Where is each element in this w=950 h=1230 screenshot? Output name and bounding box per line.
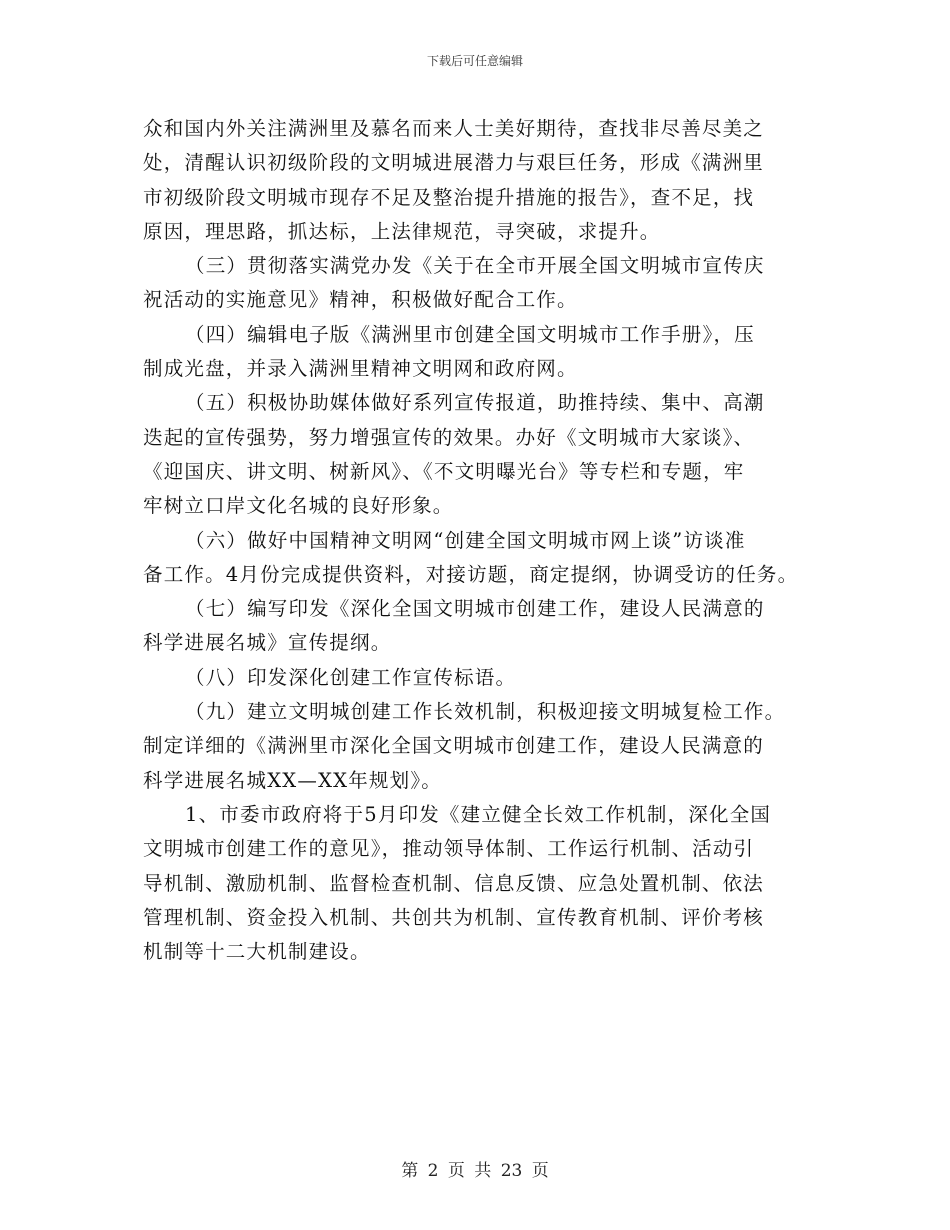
- text-line: 备工作。4月份完成提供资料，对接访题，商定提纲，协调受访的任务。: [143, 562, 799, 586]
- text-line: 机制等十二大机制建设。: [143, 940, 371, 964]
- text-line: 管理机制、资金投入机制、共创共为机制、宣传教育机制、评价考核: [143, 905, 765, 929]
- text-line: 科学进展名城XX—XX年规划》。: [143, 768, 442, 792]
- text-line: 迭起的宣传强势，努力增强宣传的效果。办好《文明城市大家谈》、: [143, 425, 755, 449]
- text-line: 处，清醒认识初级阶段的文明城进展潜力与艰巨任务，形成《满洲里: [143, 151, 765, 175]
- text-line: （八）印发深化创建工作宣传标语。: [185, 665, 517, 689]
- page-footer: 第 2 页 共 23 页: [401, 1161, 549, 1181]
- text-line: （九）建立文明城创建工作长效机制，积极迎接文明城复检工作。: [185, 700, 786, 724]
- text-line: 市初级阶段文明城市现存不足及整治提升措施的报告》，查不足，找: [143, 185, 755, 209]
- text-line: 牢树立口岸文化名城的良好形象。: [143, 494, 454, 518]
- text-line: 制定详细的《满洲里市深化全国文明城市创建工作，建设人民满意的: [143, 734, 765, 758]
- document-body: [143, 112, 815, 969]
- text-line: （六）做好中国精神文明网“创建全国文明城市网上谈”访谈准: [185, 528, 746, 552]
- text-line: 文明城市创建工作的意见》，推动领导体制、工作运行机制、活动引: [143, 837, 755, 861]
- text-line: 祝活动的实施意见》精神，积极做好配合工作。: [143, 288, 578, 312]
- text-line: 1、市委市政府将于5月印发《建立健全长效工作机制，深化全国: [185, 802, 772, 826]
- text-line: （七）编写印发《深化全国文明城市创建工作，建设人民满意的: [185, 597, 765, 621]
- text-line: （五）积极协助媒体做好系列宣传报道，助推持续、集中、高潮: [185, 391, 765, 415]
- text-line: 原因，理思路，抓达标，上法律规范，寻突破，求提升。: [143, 219, 661, 243]
- text-line: 科学进展名城》宣传提纲。: [143, 631, 392, 655]
- page-header: 下载后可任意编辑: [426, 54, 523, 68]
- text-line: 众和国内外关注满洲里及慕名而来人士美好期待，查找非尽善尽美之: [143, 117, 765, 140]
- text-line: 《迎国庆、讲文明、树新风》、《不文明曝光台》等专栏和专题，牢: [143, 459, 745, 483]
- text-line: （三）贯彻落实满党办发《关于在全市开展全国文明城市宣传庆: [185, 254, 765, 278]
- text-line: 制成光盘，并录入满洲里精神文明网和政府网。: [143, 357, 578, 381]
- text-line: 导机制、激励机制、监督检查机制、信息反馈、应急处置机制、依法: [143, 871, 765, 895]
- text-line: （四）编辑电子版《满洲里市创建全国文明城市工作手册》，压: [185, 322, 755, 346]
